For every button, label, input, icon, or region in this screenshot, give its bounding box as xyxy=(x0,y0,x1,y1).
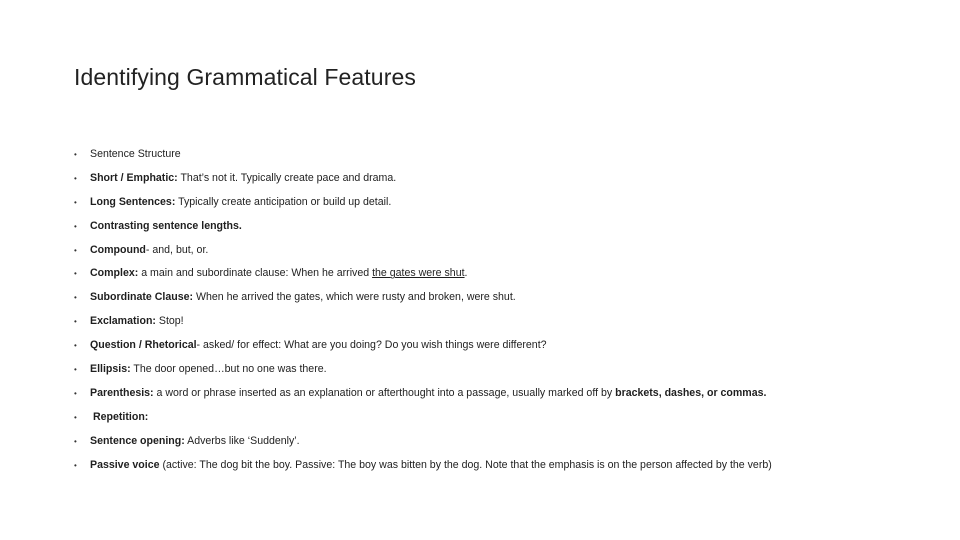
list-item xyxy=(74,191,934,215)
bullet-text-end: . xyxy=(464,267,468,280)
bullet-term: Ellipsis: xyxy=(90,363,131,376)
list-item xyxy=(74,215,934,239)
bullet-term: Short / Emphatic: xyxy=(90,171,178,184)
bullet-glyph: • xyxy=(74,460,77,470)
bullet-term-end: brackets, dashes, or commas. xyxy=(615,386,767,399)
bullet-term: Contrasting sentence lengths. xyxy=(90,219,242,232)
bullet-text: a word or phrase inserted as an explanation or afterthought into a passage, usually marked off by xyxy=(153,386,616,399)
bullet-glyph: • xyxy=(74,341,77,351)
bullet-term: Parenthesis: xyxy=(90,386,154,399)
bullet-glyph: • xyxy=(74,436,77,446)
list-item xyxy=(74,406,934,430)
list-item xyxy=(74,286,934,310)
bullet-glyph: • xyxy=(74,388,77,398)
bullet-text: - and, but, or. xyxy=(145,243,209,256)
bullet-text: Adverbs like ‘Suddenly’. xyxy=(184,434,300,447)
bullet-glyph: • xyxy=(74,221,77,231)
bullet-glyph: • xyxy=(74,150,77,159)
bullet-text: That’s not it. Typically create pace and drama. xyxy=(177,171,397,184)
bullet-glyph: • xyxy=(74,365,77,375)
bullet-list xyxy=(74,143,934,477)
bullet-glyph: • xyxy=(74,293,77,303)
bullet-glyph: • xyxy=(74,317,77,327)
bullet-glyph: • xyxy=(74,173,77,183)
list-item xyxy=(74,310,934,334)
bullet-glyph: • xyxy=(74,412,77,422)
bullet-text: Typically create anticipation or build up detail. xyxy=(175,195,392,208)
bullet-term: Passive voice xyxy=(90,458,160,471)
bullet-term: Long Sentences: xyxy=(90,195,176,208)
list-item xyxy=(74,454,934,478)
bullet-term: Exclamation: xyxy=(90,315,156,328)
list-item xyxy=(74,430,934,454)
bullet-term: Subordinate Clause: xyxy=(90,291,194,304)
bullet-term: Sentence opening: xyxy=(90,434,185,447)
bullet-text: - asked/ for effect: What are you doing? Do you wish things were different? xyxy=(196,339,547,352)
underlined-text: the gates were shut xyxy=(372,267,465,280)
list-item xyxy=(74,358,934,382)
bullet-text: a main and subordinate clause: When he arrived xyxy=(138,267,373,280)
list-item xyxy=(74,167,934,191)
slide-title: Identifying Grammatical Features xyxy=(74,64,416,90)
bullet-term: Repetition: xyxy=(93,410,149,423)
bullet-glyph: • xyxy=(74,245,77,255)
bullet-text: Stop! xyxy=(155,315,184,328)
bullet-text: The door opened…but no one was there. xyxy=(130,363,327,376)
bullet-glyph: • xyxy=(74,197,77,207)
bullet-term: Question / Rhetorical xyxy=(90,339,197,352)
list-item xyxy=(74,334,934,358)
bullet-text: Sentence Structure xyxy=(90,148,181,160)
bullet-text: (active: The dog bit the boy. Passive: The boy was bitten by the dog. Note that the emphasis is on the person affected by the verb) xyxy=(159,458,772,471)
list-item xyxy=(74,143,934,167)
list-item xyxy=(74,239,934,263)
list-item xyxy=(74,382,934,406)
bullet-glyph: • xyxy=(74,269,77,279)
bullet-term: Complex: xyxy=(90,267,139,280)
list-item xyxy=(74,262,934,286)
bullet-term: Compound xyxy=(90,243,146,256)
bullet-text: When he arrived the gates, which were rusty and broken, were shut. xyxy=(193,291,516,304)
